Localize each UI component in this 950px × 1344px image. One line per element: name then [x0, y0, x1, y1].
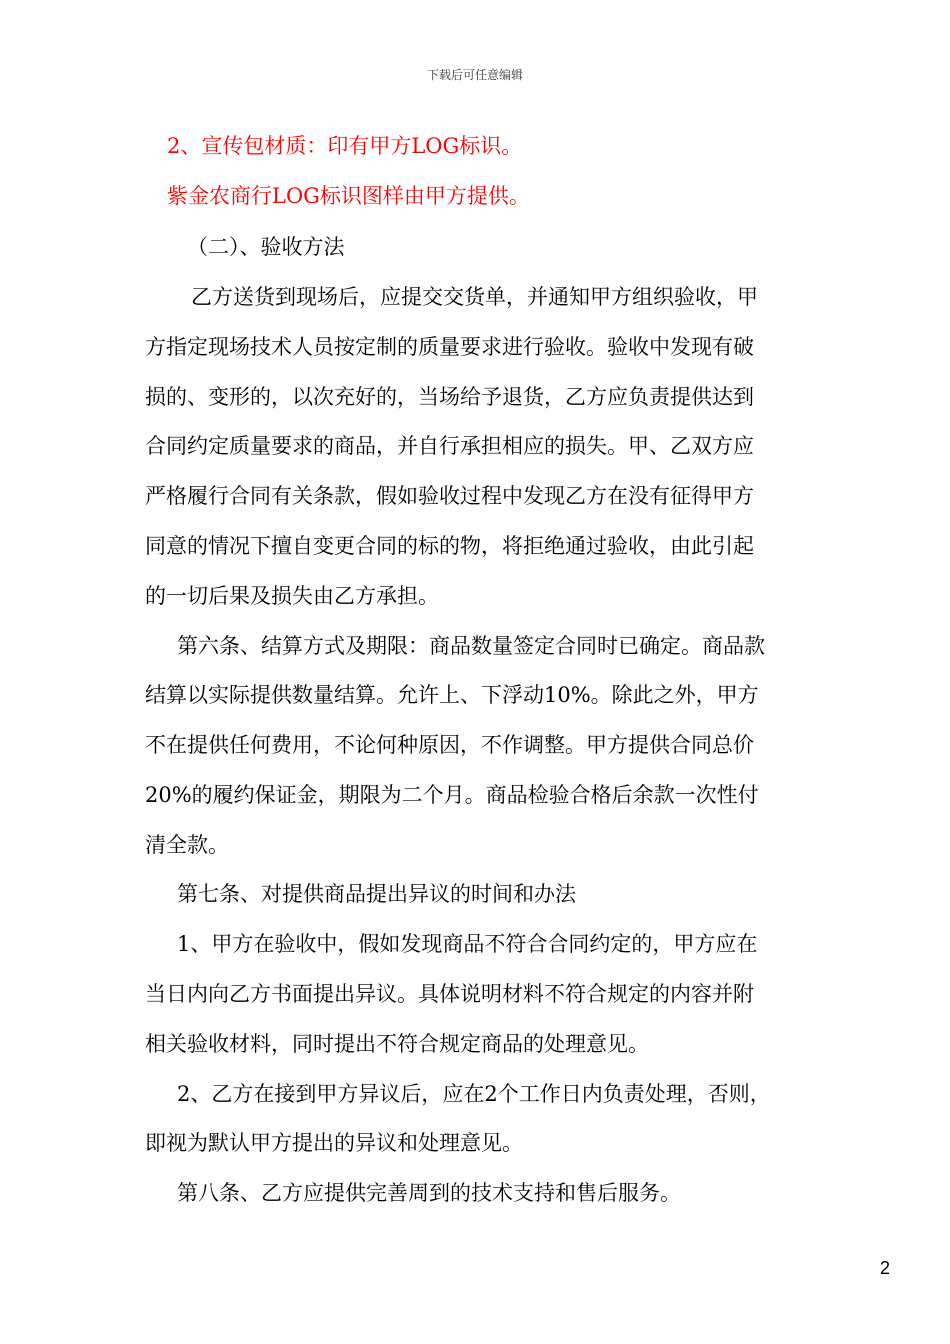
- body-line-logo-provided: 紫金农商行LOG标识图样由甲方提供。: [167, 184, 530, 208]
- body-line: 方指定现场技术人员按定制的质量要求进行验收。验收中发现有破: [145, 335, 754, 359]
- page-number: 2: [880, 1258, 891, 1278]
- body-line: 严格履行合同有关条款，假如验收过程中发现乙方在没有征得甲方: [145, 484, 754, 508]
- body-line: 合同约定质量要求的商品，并自行承担相应的损失。甲、乙双方应: [145, 434, 754, 458]
- body-line: 的一切后果及损失由乙方承担。: [145, 584, 439, 608]
- body-line: 损的、变形的，以次充好的，当场给予退货，乙方应负责提供达到: [145, 385, 754, 409]
- body-line: 1、甲方在验收中，假如发现商品不符合合同约定的，甲方应在: [177, 932, 758, 956]
- body-line: 相关验收材料，同时提出不符合规定商品的处理意见。: [145, 1032, 649, 1056]
- body-line: 结算以实际提供数量结算。允许上、下浮动10%。除此之外，甲方: [145, 683, 759, 707]
- article-six-heading-line: 第六条、结算方式及期限：商品数量签定合同时已确定。商品款: [177, 634, 765, 658]
- section-heading-acceptance-method: （二）、验收方法: [187, 235, 345, 259]
- article-seven-heading: 第七条、对提供商品提出异议的时间和办法: [177, 882, 576, 906]
- body-line: 乙方送货到现场后，应提交交货单，并通知甲方组织验收，甲: [191, 285, 758, 309]
- body-line: 同意的情况下擅自变更合同的标的物，将拒绝通过验收，由此引起: [145, 534, 754, 558]
- body-line-packaging-material: 2、宣传包材质：印有甲方LOG标识。: [167, 134, 523, 158]
- body-line: 2、乙方在接到甲方异议后，应在2个工作日内负责处理，否则，: [177, 1082, 771, 1106]
- article-eight-heading: 第八条、乙方应提供完善周到的技术支持和售后服务。: [177, 1181, 681, 1205]
- body-line: 即视为默认甲方提出的异议和处理意见。: [145, 1131, 523, 1155]
- page-header-note: 下载后可任意编辑: [426, 68, 523, 82]
- body-line: 当日内向乙方书面提出异议。具体说明材料不符合规定的内容并附: [145, 982, 754, 1006]
- body-line: 不在提供任何费用，不论何种原因，不作调整。甲方提供合同总价: [145, 733, 754, 757]
- body-line: 清全款。: [145, 833, 229, 857]
- body-line: 20%的履约保证金，期限为二个月。商品检验合格后余款一次性付: [145, 783, 759, 807]
